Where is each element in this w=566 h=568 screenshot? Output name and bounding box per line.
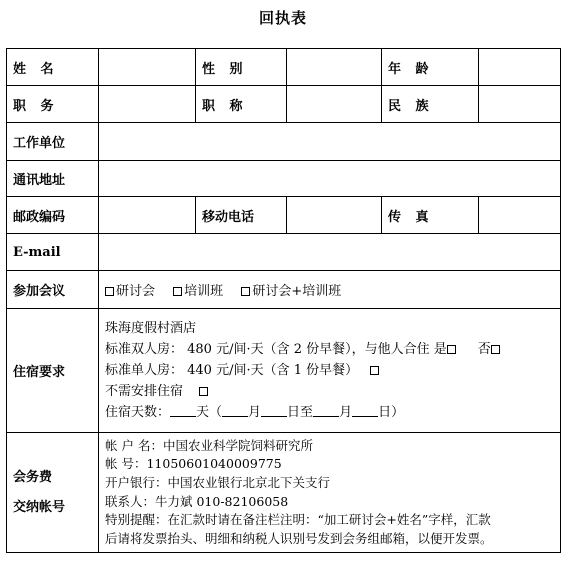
row-contact-numbers [7,197,561,234]
professional-title-field[interactable] [287,86,382,123]
row-employer [7,123,561,161]
receipt-form-table [6,48,561,553]
month-to-blank[interactable] [313,404,339,417]
notice-line-2: 后请将发票抬头、明细和纳税人识别号发到会务组邮箱，以便开发票。 [105,530,493,546]
no-lodging-text: 不需安排住宿 [105,384,184,399]
fax-field[interactable] [479,197,561,234]
double-room-text: 标准双人房： 480 元/间·天（含 2 份早餐），与他人合住 是 [105,342,447,357]
share-yes-checkbox[interactable] [447,345,456,354]
lodging-details [99,309,561,433]
row-payment [7,433,561,553]
mobile-field[interactable] [287,197,382,234]
seminar-checkbox[interactable] [105,287,114,296]
postcode-field[interactable] [99,197,196,234]
single-room-checkbox[interactable] [370,366,379,375]
day-from-blank[interactable] [261,404,287,417]
employer-field[interactable] [99,123,561,161]
fee-label: 会务费 [13,469,53,485]
contact-person: 联系人：牛力斌 010-82106058 [105,493,289,509]
hotel-name: 珠海度假村酒店 [105,321,197,336]
option-seminar[interactable] [105,284,155,299]
row-email [7,234,561,271]
gender-field[interactable] [287,49,382,86]
both-checkbox[interactable] [241,287,250,296]
no-lodging-line [105,381,560,402]
payment-details [99,433,561,553]
training-option-label: 培训班 [184,284,224,299]
employer-label: 工作单位 [7,123,99,161]
double-room-line [105,339,560,360]
age-label: 年 龄 [382,49,479,86]
day-to-label: 日） [378,405,405,420]
professional-title-label: 职 称 [196,86,287,123]
bank-name: 开户银行：中国农业银行北京北下关支行 [105,474,331,490]
option-both[interactable] [241,284,341,299]
position-label: 职 务 [7,86,99,123]
row-meeting [7,271,561,309]
email-label: E-mail [7,234,99,271]
postcode-label: 邮政编码 [7,197,99,234]
day-to-blank[interactable] [352,404,378,417]
both-option-label: 研讨会+培训班 [252,284,342,299]
meeting-label: 参加会议 [7,271,99,309]
days-blank[interactable] [170,404,196,417]
training-checkbox[interactable] [173,287,182,296]
seminar-option-label: 研讨会 [116,284,156,299]
email-field[interactable] [99,234,561,271]
mobile-label: 移动电话 [196,197,287,234]
row-lodging [7,309,561,433]
share-no-label: 否 [477,342,491,357]
ethnicity-field[interactable] [479,86,561,123]
account-label: 交纳帐号 [13,499,66,515]
days-unit: 天（ [196,405,223,420]
option-training[interactable] [173,284,223,299]
page-title: 回执表 [258,9,307,27]
notice-line-1: 特别提醒：在汇款时请在备注栏注明：“加工研讨会+姓名”字样，汇款 [105,512,491,528]
lodging-label: 住宿要求 [7,309,99,433]
single-room-text: 标准单人房： 440 元/间·天（含 1 份早餐） [105,363,359,378]
address-field[interactable] [99,161,561,197]
account-name: 帐 户 名：中国农业科学院饲料研究所 [105,437,313,453]
month-from-blank[interactable] [222,404,248,417]
gender-label: 性 别 [196,49,287,86]
row-name [7,49,561,86]
row-position [7,86,561,123]
address-label: 通讯地址 [7,161,99,197]
share-no-checkbox[interactable] [491,345,500,354]
no-lodging-checkbox[interactable] [199,387,208,396]
payment-label [7,433,99,553]
fax-label: 传 真 [382,197,479,234]
single-room-line [105,360,560,381]
days-label: 住宿天数： [105,405,171,420]
month-from-label: 月 [248,405,262,420]
account-number: 帐 号：11050601040009775 [105,456,282,472]
name-field[interactable] [99,49,196,86]
age-field[interactable] [479,49,561,86]
ethnicity-label: 民 族 [382,86,479,123]
meeting-options [99,271,561,309]
row-address [7,161,561,197]
day-from-label: 日至 [287,405,314,420]
month-to-label: 月 [339,405,353,420]
position-field[interactable] [99,86,196,123]
name-label: 姓 名 [7,49,99,86]
days-line [105,402,560,423]
